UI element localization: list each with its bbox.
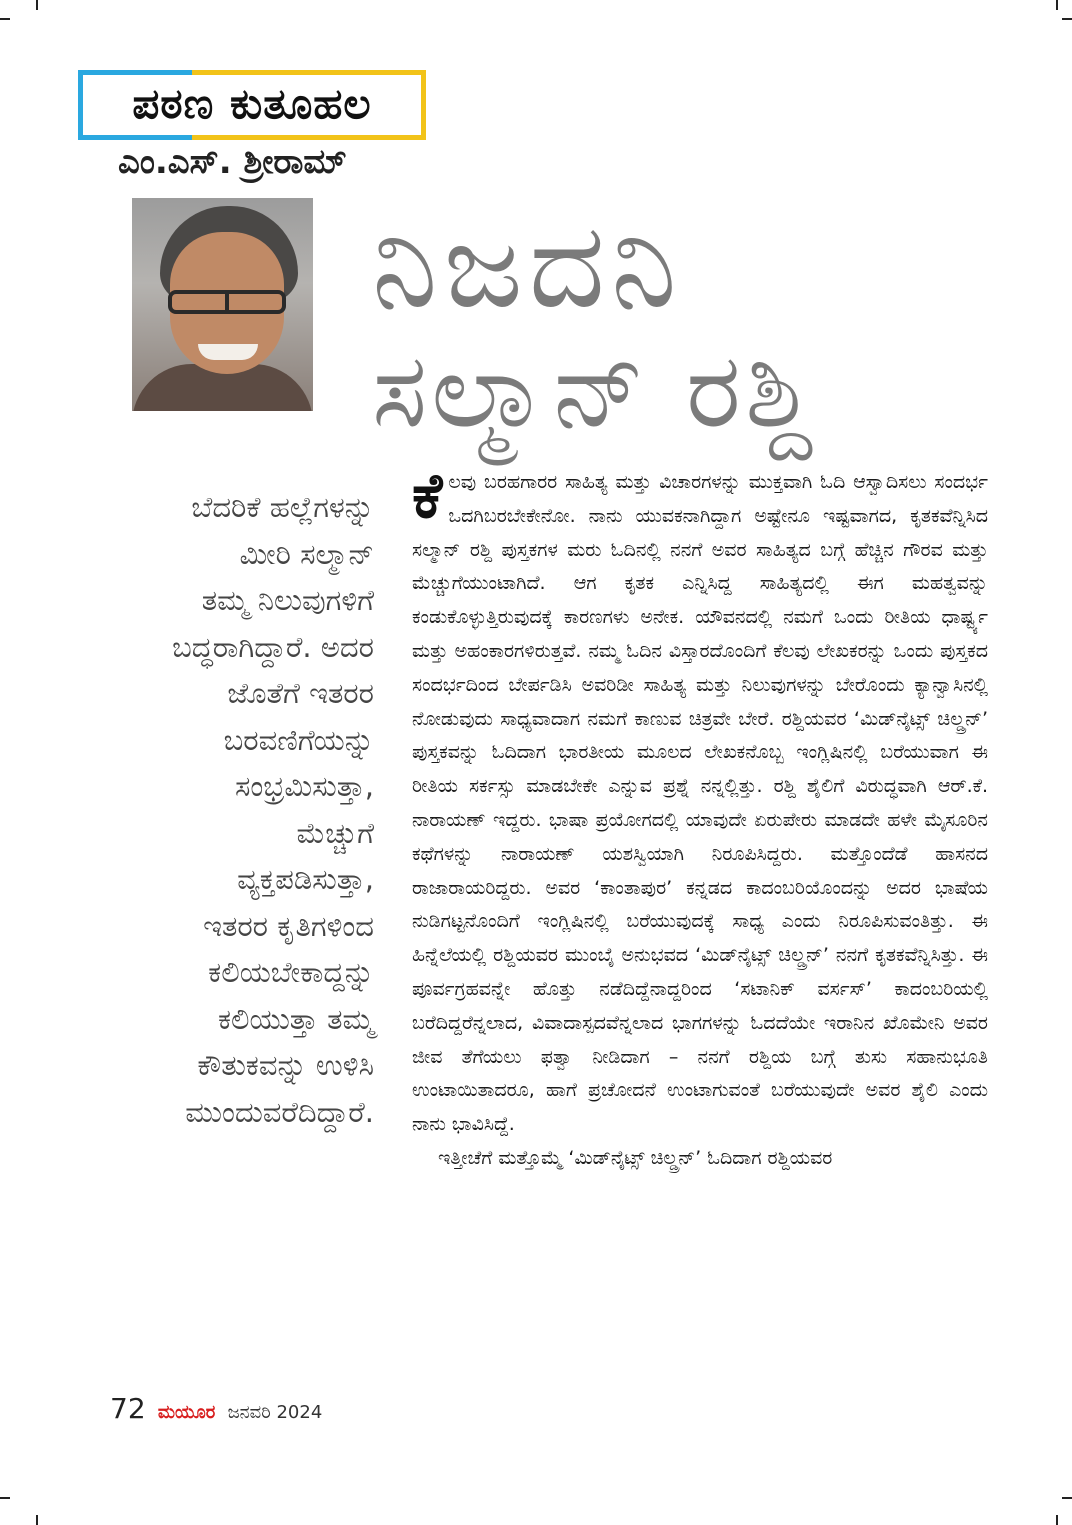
article-headline bbox=[372, 196, 1052, 451]
crop-mark bbox=[1056, 1515, 1058, 1525]
headline-line-1: ನಿಜದನಿ bbox=[372, 196, 683, 334]
section-logo bbox=[78, 70, 426, 140]
pull-quote-line: ಮೀರಿ ಸಲ್ಮಾನ್ bbox=[239, 536, 374, 571]
issue-date: ಜನವರಿ 2024 bbox=[227, 1402, 323, 1423]
pull-quote-line: ಕಲಿಯುತ್ತಾ ತಮ್ಮ bbox=[218, 1001, 374, 1036]
body-paragraph: ಕೆಲವು ಬರಹಗಾರರ ಸಾಹಿತ್ಯ ಮತ್ತು ವಿಚಾರಗಳನ್ನು ಮುಕ್ತವಾಗಿ ಓದಿ ಆಸ್ವಾದಿಸಲು ಸಂದರ್ಭ ಒದಗಿಬರಬೇಕೇನೋ. ನಾನು ಯುವಕನಾಗಿದ್ದಾಗ ಅಷ್ಟೇನೂ ಇಷ್ಟವಾಗದ, ಕೃತಕವೆನ್ನಿಸಿದ ಸಲ್ಮಾನ್ ರಶ್ದಿ ಪುಸ್ತಕಗಳ ಮರು ಓದಿನಲ್ಲಿ ನನಗೆ ಅವರ ಸಾಹಿತ್ಯದ ಬಗ್ಗೆ ಹೆಚ್ಚಿನ ಗೌರವ ಮತ್ತು ಮೆಚ್ಚುಗೆಯುಂಟಾಗಿದೆ. ಆಗ ಕೃತಕ ಎನ್ನಿಸಿದ್ದ ಸಾಹಿತ್ಯದಲ್ಲಿ ಈಗ ಮಹತ್ವವನ್ನು ಕಂಡುಕೊಳ್ಳುತ್ತಿರುವುದಕ್ಕೆ ಕಾರಣಗಳು ಅನೇಕ. ಯೌವನದಲ್ಲಿ ನಮಗೆ ಒಂದು ರೀತಿಯ ಧಾರ್ಷ್ಟ್ಯ ಮತ್ತು ಅಹಂಕಾರಗಳಿರುತ್ತವೆ. ನಮ್ಮ ಓದಿನ ವಿಸ್ತಾರದೊಂದಿಗೆ ಕೆಲವು ಲೇಖಕರನ್ನು ಒಂದು ಪುಸ್ತಕದ ಸಂದರ್ಭದಿಂದ ಬೇರ್ಪಡಿಸಿ ಅವರಿಡೀ ಸಾಹಿತ್ಯ ಮತ್ತು ನಿಲುವುಗಳನ್ನು ಬೇರೊಂದು ಕ್ಯಾನ್ವಾಸಿನಲ್ಲಿ ನೋಡುವುದು ಸಾಧ್ಯವಾದಾಗ ನಮಗೆ ಕಾಣುವ ಚಿತ್ರವೇ ಬೇರೆ. ರಶ್ದಿಯವರ ‘ಮಿಡ್‌ನೈಟ್ಸ್ ಚಿಲ್ಡ್ರನ್’ ಪುಸ್ತಕವನ್ನು ಓದಿದಾಗ ಭಾರತೀಯ ಮೂಲದ ಲೇಖಕನೊಬ್ಬ ಇಂಗ್ಲಿಷಿನಲ್ಲಿ ಬರೆಯುವಾಗ ಈ ರೀತಿಯ ಸರ್ಕಸ್ಸು ಮಾಡಬೇಕೇ ಎನ್ನುವ ಪ್ರಶ್ನೆ ನನ್ನಲ್ಲಿತ್ತು. ರಶ್ದಿ ಶೈಲಿಗೆ ವಿರುದ್ಧವಾಗಿ ಆರ್.ಕೆ. ನಾರಾಯಣ್ ಇದ್ದರು. ಭಾಷಾ ಪ್ರಯೋಗದಲ್ಲಿ ಯಾವುದೇ ಏರುಪೇರು ಮಾಡದೇ ಹಳೇ ಮೈಸೂರಿನ ಕಥೆಗಳನ್ನು ನಾರಾಯಣ್ ಯಶಸ್ವಿಯಾಗಿ ನಿರೂಪಿಸಿದ್ದರು. ಮತ್ತೊಂದೆಡೆ ಹಾಸನದ ರಾಜಾರಾಯರಿದ್ದರು. ಅವರ ‘ಕಾಂತಾಪುರ’ ಕನ್ನಡದ ಕಾದಂಬರಿಯೊಂದನ್ನು ಅದರ ಭಾಷೆಯ ನುಡಿಗಟ್ಟನೊಂದಿಗೆ ಇಂಗ್ಲಿಷಿನಲ್ಲಿ ಬರೆಯುವುದಕ್ಕೆ ಸಾಧ್ಯ ಎಂದು ನಿರೂಪಿಸುವಂತಿತ್ತು. ಈ ಹಿನ್ನೆಲೆಯಲ್ಲಿ ರಶ್ದಿಯವರ ಮುಂಬೈ ಅನುಭವದ ‘ಮಿಡ್‌ನೈಟ್ಸ್ ಚಿಲ್ಡ್ರನ್’ ನನಗೆ ಕೃತಕವೆನ್ನಿಸಿತ್ತು. ಈ ಪೂರ್ವಗ್ರಹವನ್ನೇ ಹೊತ್ತು ನಡೆದಿದ್ದೆನಾದ್ದರಿಂದ ‘ಸಟಾನಿಕ್ ವರ್ಸಸ್’ ಕಾದಂಬರಿಯಲ್ಲಿ ಬರೆದಿದ್ದರೆನ್ನಲಾದ, ವಿವಾದಾಸ್ಪದವೆನ್ನಲಾದ ಭಾಗಗಳನ್ನು ಓದದೆಯೇ ಇರಾನಿನ ಖೊಮೇನಿ ಅವರ ಜೀವ ತೆಗೆಯಲು ಫತ್ವಾ ನೀಡಿದಾಗ – ನನಗೆ ರಶ್ದಿಯ ಬಗ್ಗೆ ತುಸು ಸಹಾನುಭೂತಿ ಉಂಟಾಯಿತಾದರೂ, ಹಾಗೆ ಪ್ರಚೋದನೆ ಉಂಟಾಗುವಂತೆ ಬರೆಯುವುದೇ ಅವರ ಶೈಲಿ ಎಂದು ನಾನು ಭಾವಿಸಿದ್ದೆ. bbox=[412, 459, 988, 1136]
body-paragraph: ಇತ್ತೀಚೆಗೆ ಮತ್ತೊಮ್ಮೆ ‘ಮಿಡ್‌ನೈಟ್ಸ್ ಚಿಲ್ಡ್ರನ್’ ಓದಿದಾಗ ರಶ್ದಿಯವರ bbox=[438, 1146, 833, 1169]
pull-quote-line: ಜೊತೆಗೆ ಇತರರ bbox=[227, 676, 374, 710]
pull-quote bbox=[112, 484, 374, 1135]
headline-line-2: ಸಲ್ಮಾನ್ ರಶ್ದಿ bbox=[372, 329, 816, 451]
pull-quote-line: ಬೆದರಿಕೆ ಹಲ್ಲೆಗಳನ್ನು bbox=[191, 490, 374, 524]
pull-quote-line: ಬರವಣಿಗೆಯನ್ನು bbox=[223, 722, 374, 757]
page-number: 72 bbox=[110, 1392, 146, 1425]
page-footer bbox=[110, 1392, 322, 1425]
author-name: ಎಂ.ಎಸ್. ಶ್ರೀರಾಮ್ bbox=[118, 142, 347, 182]
crop-mark bbox=[1062, 1497, 1072, 1499]
crop-mark bbox=[36, 0, 38, 10]
pull-quote-line: ಕಲಿಯಬೇಕಾದ್ದನ್ನು bbox=[208, 955, 374, 989]
crop-mark bbox=[0, 1497, 10, 1499]
crop-mark bbox=[0, 18, 10, 20]
pull-quote-line: ಮುಂದುವರೆದಿದ್ದಾರೆ. bbox=[185, 1094, 374, 1129]
crop-mark bbox=[1056, 0, 1058, 10]
pull-quote-line: ಕೌತುಕವನ್ನು ಉಳಿಸಿ bbox=[197, 1048, 374, 1082]
pull-quote-line: ವ್ಯಕ್ತಪಡಿಸುತ್ತಾ, bbox=[237, 862, 374, 896]
crop-mark bbox=[1062, 18, 1072, 20]
pull-quote-line: ಸಂಭ್ರಮಿಸುತ್ತಾ, bbox=[235, 769, 374, 803]
pull-quote-line: ಮೆಚ್ಚುಗೆ bbox=[296, 815, 374, 850]
magazine-name: ಮಯೂರ bbox=[157, 1402, 216, 1423]
crop-mark bbox=[36, 1515, 38, 1525]
pull-quote-line: ಬದ್ಧರಾಗಿದ್ದಾರೆ. ಅದರ bbox=[172, 629, 374, 664]
pull-quote-line: ತಮ್ಮ ನಿಲುವುಗಳಿಗೆ bbox=[201, 583, 374, 617]
author-photo bbox=[132, 198, 313, 411]
pull-quote-line: ಇತರರ ಕೃತಿಗಳಿಂದ bbox=[203, 908, 374, 943]
article-body bbox=[412, 459, 988, 1176]
section-logo-text: ಪಠಣ ಕುತೂಹಲ bbox=[132, 79, 372, 128]
